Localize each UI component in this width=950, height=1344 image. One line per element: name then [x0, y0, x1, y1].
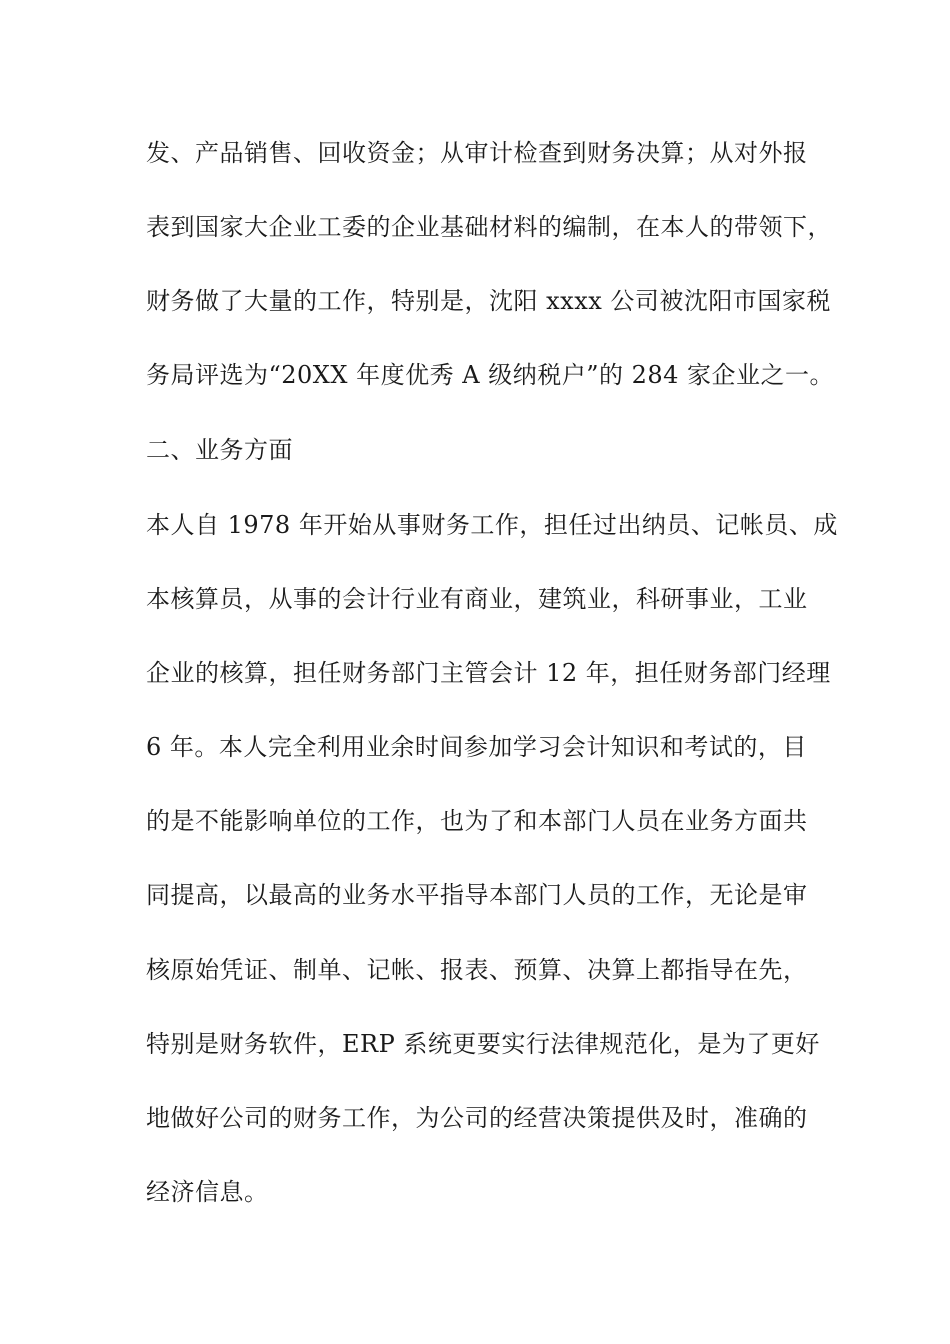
paragraph-line: 6 年。本人完全利用业余时间参加学习会计知识和考试的，目: [146, 733, 807, 761]
paragraph-line: 企业的核算，担任财务部门主管会计 12 年，担任财务部门经理: [146, 659, 831, 687]
section-heading: 二、业务方面: [146, 436, 293, 464]
paragraph-line: 经济信息。: [146, 1178, 269, 1206]
paragraph-line: 发、产品销售、回收资金；从审计检查到财务决算；从对外报: [146, 139, 808, 167]
paragraph-line: 地做好公司的财务工作，为公司的经营决策提供及时，准确的: [146, 1104, 808, 1132]
paragraph-line: 的是不能影响单位的工作，也为了和本部门人员在业务方面共: [146, 807, 808, 835]
paragraph-line: 本人自 1978 年开始从事财务工作，担任过出纳员、记帐员、成: [146, 511, 838, 539]
paragraph-line: 表到国家大企业工委的企业基础材料的编制，在本人的带领下，: [146, 213, 832, 241]
paragraph-line: 本核算员，从事的会计行业有商业，建筑业，科研事业，工业: [146, 585, 808, 613]
paragraph-line: 同提高，以最高的业务水平指导本部门人员的工作，无论是审: [146, 881, 808, 909]
paragraph-line: 核原始凭证、制单、记帐、报表、预算、决算上都指导在先，: [146, 956, 808, 984]
paragraph-line: 财务做了大量的工作，特别是，沈阳 xxxx 公司被沈阳市国家税: [146, 287, 831, 315]
paragraph-line: 特别是财务软件，ERP 系统更要实行法律规范化，是为了更好: [146, 1030, 820, 1058]
paragraph-line: 务局评选为“20XX 年度优秀 A 级纳税户”的 284 家企业之一。: [146, 361, 835, 389]
